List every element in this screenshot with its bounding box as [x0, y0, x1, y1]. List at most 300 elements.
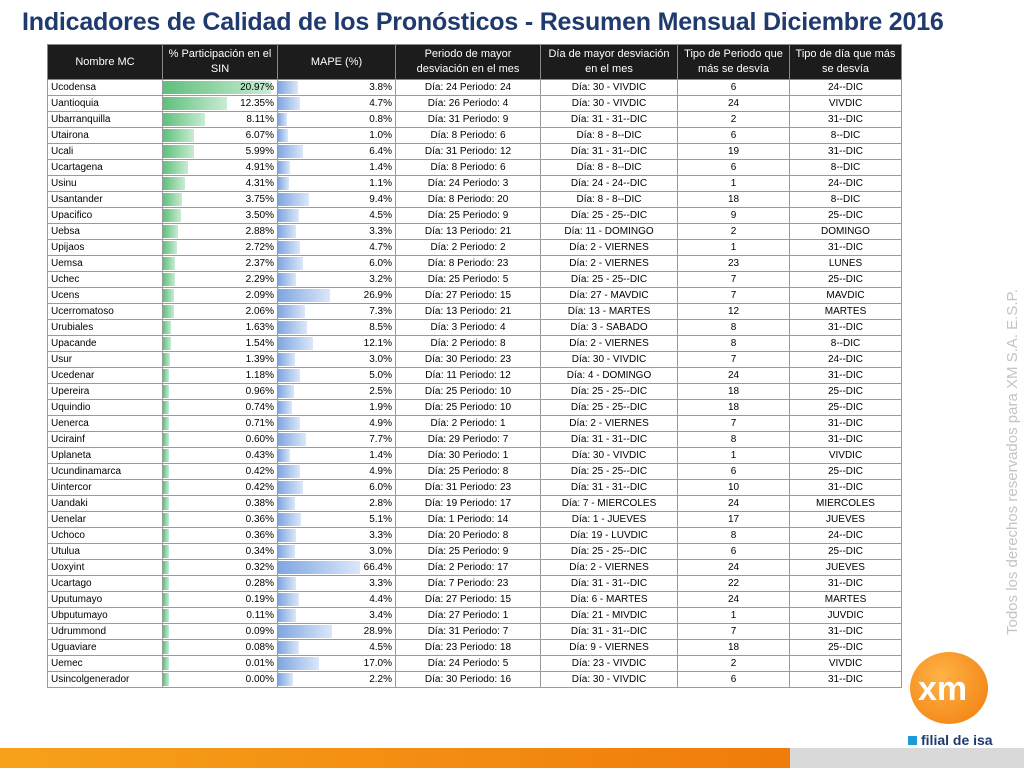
cell-mape-value: 1.1%: [369, 177, 392, 189]
mape-bar: [278, 513, 301, 526]
mape-bar: [278, 257, 303, 270]
cell-mape-value: 2.2%: [369, 673, 392, 685]
table-row[interactable]: [48, 384, 902, 400]
cell-name: Utulua: [48, 544, 163, 560]
cell-participation: [163, 368, 278, 384]
cell-period-type: 19: [678, 144, 790, 160]
cell-participation: [163, 560, 278, 576]
table-row[interactable]: [48, 240, 902, 256]
cell-period-type: 18: [678, 384, 790, 400]
cell-participation-value: 0.19%: [245, 593, 274, 605]
cell-mape-value: 2.5%: [369, 385, 392, 397]
cell-mape: [278, 160, 396, 176]
cell-mape-value: 7.7%: [369, 433, 392, 445]
table-row[interactable]: [48, 656, 902, 672]
cell-mape: [278, 304, 396, 320]
cell-mape: [278, 272, 396, 288]
table-row[interactable]: [48, 464, 902, 480]
cell-participation: [163, 608, 278, 624]
cell-mape-value: 3.0%: [369, 353, 392, 365]
table-row[interactable]: [48, 320, 902, 336]
cell-period-deviation: Día: 30 Periodo: 23: [396, 352, 541, 368]
cell-day-deviation: Día: 25 - 25--DIC: [541, 384, 678, 400]
participation-bar: [163, 401, 169, 414]
participation-bar: [163, 593, 169, 606]
table-row[interactable]: [48, 448, 902, 464]
cell-participation: [163, 672, 278, 688]
cell-participation-value: 0.96%: [245, 385, 274, 397]
cell-participation-value: 6.07%: [245, 129, 274, 141]
forecast-quality-table: [47, 44, 902, 688]
header-period-type[interactable]: Tipo de Periodo que más se desvía: [678, 45, 790, 80]
cell-period-type: 12: [678, 304, 790, 320]
cell-mape-value: 1.0%: [369, 129, 392, 141]
cell-period-type: 24: [678, 368, 790, 384]
cell-period-deviation: Día: 25 Periodo: 10: [396, 384, 541, 400]
cell-participation: [163, 96, 278, 112]
cell-mape-value: 17.0%: [363, 657, 392, 669]
cell-day-deviation: Día: 11 - DOMINGO: [541, 224, 678, 240]
cell-day-deviation: Día: 2 - VIERNES: [541, 336, 678, 352]
header-day-type[interactable]: Tipo de día que más se desvía: [790, 45, 902, 80]
cell-period-deviation: Día: 24 Periodo: 3: [396, 176, 541, 192]
cell-day-deviation: Día: 25 - 25--DIC: [541, 544, 678, 560]
cell-period-deviation: Día: 31 Periodo: 23: [396, 480, 541, 496]
cell-day-deviation: Día: 30 - VIVDIC: [541, 96, 678, 112]
cell-participation: [163, 496, 278, 512]
cell-mape: [278, 96, 396, 112]
cell-mape-value: 3.0%: [369, 545, 392, 557]
cell-day-type: MARTES: [790, 304, 902, 320]
participation-bar: [163, 113, 205, 126]
table-row[interactable]: [48, 608, 902, 624]
participation-bar: [163, 289, 174, 302]
participation-bar: [163, 305, 174, 318]
table-row[interactable]: [48, 304, 902, 320]
cell-name: Uantioquia: [48, 96, 163, 112]
cell-name: Uguaviare: [48, 640, 163, 656]
cell-participation-value: 3.75%: [245, 193, 274, 205]
table-row[interactable]: [48, 288, 902, 304]
cell-mape: [278, 560, 396, 576]
cell-period-deviation: Día: 31 Periodo: 7: [396, 624, 541, 640]
cell-day-type: 25--DIC: [790, 464, 902, 480]
cell-participation: [163, 352, 278, 368]
cell-day-type: VIVDIC: [790, 96, 902, 112]
cell-mape: [278, 672, 396, 688]
cell-name: Usincolgenerador: [48, 672, 163, 688]
cell-participation-value: 0.74%: [245, 401, 274, 413]
cell-period-type: 23: [678, 256, 790, 272]
cell-participation-value: 8.11%: [246, 113, 274, 125]
mape-bar: [278, 81, 298, 94]
cell-name: Uemsa: [48, 256, 163, 272]
cell-participation: [163, 128, 278, 144]
participation-bar: [163, 337, 171, 350]
cell-mape: [278, 192, 396, 208]
table-body: [48, 80, 902, 688]
cell-participation: [163, 336, 278, 352]
table-row[interactable]: [48, 96, 902, 112]
cell-day-type: 8--DIC: [790, 128, 902, 144]
mape-bar: [278, 161, 290, 174]
cell-mape: [278, 496, 396, 512]
table-row[interactable]: [48, 640, 902, 656]
mape-bar: [278, 225, 296, 238]
cell-participation: [163, 256, 278, 272]
cell-day-type: 31--DIC: [790, 576, 902, 592]
mape-bar: [278, 609, 296, 622]
header-participation[interactable]: % Participación en el SIN: [163, 45, 278, 80]
cell-period-type: 24: [678, 592, 790, 608]
participation-bar: [163, 465, 169, 478]
table-row[interactable]: [48, 176, 902, 192]
mape-bar: [278, 577, 296, 590]
cell-mape: [278, 368, 396, 384]
cell-mape: [278, 208, 396, 224]
cell-participation: [163, 192, 278, 208]
cell-participation: [163, 400, 278, 416]
cell-mape: [278, 144, 396, 160]
cell-period-deviation: Día: 2 Periodo: 8: [396, 336, 541, 352]
cell-name: Usur: [48, 352, 163, 368]
cell-participation-value: 0.28%: [245, 577, 274, 589]
cell-participation-value: 2.29%: [245, 273, 274, 285]
cell-participation: [163, 512, 278, 528]
table-row[interactable]: [48, 544, 902, 560]
mape-bar: [278, 641, 299, 654]
cell-period-deviation: Día: 8 Periodo: 23: [396, 256, 541, 272]
cell-participation-value: 0.09%: [245, 625, 274, 637]
cell-day-deviation: Día: 25 - 25--DIC: [541, 272, 678, 288]
participation-bar: [163, 561, 169, 574]
cell-name: Ucartago: [48, 576, 163, 592]
table-row[interactable]: [48, 512, 902, 528]
mape-bar: [278, 561, 360, 574]
table-row[interactable]: [48, 224, 902, 240]
cell-mape: [278, 384, 396, 400]
cell-period-deviation: Día: 13 Periodo: 21: [396, 224, 541, 240]
cell-mape-value: 6.4%: [369, 145, 392, 157]
cell-day-type: JUEVES: [790, 560, 902, 576]
cell-period-deviation: Día: 13 Periodo: 21: [396, 304, 541, 320]
mape-bar: [278, 241, 300, 254]
cell-day-type: VIVDIC: [790, 656, 902, 672]
table-row[interactable]: [48, 128, 902, 144]
cell-day-deviation: Día: 31 - 31--DIC: [541, 624, 678, 640]
cell-participation-value: 2.06%: [245, 305, 274, 317]
cell-participation: [163, 656, 278, 672]
cell-name: Ucartagena: [48, 160, 163, 176]
cell-period-type: 8: [678, 336, 790, 352]
cell-day-type: 8--DIC: [790, 336, 902, 352]
cell-participation: [163, 272, 278, 288]
participation-bar: [163, 657, 169, 670]
cell-mape-value: 66.4%: [363, 561, 392, 573]
cell-mape: [278, 576, 396, 592]
cell-participation: [163, 384, 278, 400]
cell-name: Uquindio: [48, 400, 163, 416]
mape-bar: [278, 545, 295, 558]
cell-participation-value: 0.11%: [246, 609, 274, 621]
cell-day-type: 31--DIC: [790, 672, 902, 688]
cell-period-deviation: Día: 30 Periodo: 1: [396, 448, 541, 464]
mape-bar: [278, 481, 303, 494]
table-row[interactable]: [48, 256, 902, 272]
participation-bar: [163, 353, 170, 366]
cell-participation-value: 5.99%: [245, 145, 274, 157]
cell-day-type: 31--DIC: [790, 144, 902, 160]
cell-mape-value: 7.3%: [369, 305, 392, 317]
table-row[interactable]: [48, 576, 902, 592]
cell-period-type: 6: [678, 128, 790, 144]
cell-period-type: 1: [678, 240, 790, 256]
cell-mape-value: 0.8%: [369, 113, 392, 125]
cell-period-deviation: Día: 30 Periodo: 16: [396, 672, 541, 688]
cell-day-deviation: Día: 13 - MARTES: [541, 304, 678, 320]
cell-period-type: 6: [678, 160, 790, 176]
cell-period-type: 9: [678, 208, 790, 224]
mape-bar: [278, 593, 299, 606]
cell-name: Ucedenar: [48, 368, 163, 384]
cell-name: Upacifico: [48, 208, 163, 224]
cell-day-type: 31--DIC: [790, 432, 902, 448]
cell-period-deviation: Día: 27 Periodo: 1: [396, 608, 541, 624]
cell-day-deviation: Día: 8 - 8--DIC: [541, 160, 678, 176]
cell-participation: [163, 416, 278, 432]
cell-participation-value: 0.38%: [245, 497, 274, 509]
cell-day-type: 31--DIC: [790, 480, 902, 496]
cell-name: Usinu: [48, 176, 163, 192]
cell-name: Ucerromatoso: [48, 304, 163, 320]
table-row[interactable]: [48, 416, 902, 432]
mape-bar: [278, 625, 332, 638]
cell-day-deviation: Día: 9 - VIERNES: [541, 640, 678, 656]
cell-name: Uandaki: [48, 496, 163, 512]
cell-name: Uenelar: [48, 512, 163, 528]
cell-participation-value: 0.43%: [245, 449, 274, 461]
cell-name: Upacande: [48, 336, 163, 352]
cell-participation-value: 0.42%: [245, 465, 274, 477]
cell-day-deviation: Día: 30 - VIVDIC: [541, 672, 678, 688]
table-row[interactable]: [48, 144, 902, 160]
table-row[interactable]: [48, 528, 902, 544]
cell-day-type: 25--DIC: [790, 272, 902, 288]
cell-participation: [163, 464, 278, 480]
participation-bar: [163, 529, 169, 542]
cell-day-deviation: Día: 27 - MAVDIC: [541, 288, 678, 304]
cell-day-deviation: Día: 8 - 8--DIC: [541, 128, 678, 144]
mape-bar: [278, 401, 292, 414]
cell-period-deviation: Día: 8 Periodo: 6: [396, 160, 541, 176]
cell-day-type: 24--DIC: [790, 80, 902, 96]
table-row[interactable]: [48, 496, 902, 512]
table-row[interactable]: [48, 352, 902, 368]
participation-bar: [163, 577, 169, 590]
cell-mape: [278, 640, 396, 656]
cell-period-type: 1: [678, 448, 790, 464]
cell-participation: [163, 288, 278, 304]
cell-participation-value: 20.97%: [240, 81, 274, 93]
cell-mape: [278, 432, 396, 448]
cell-period-deviation: Día: 11 Periodo: 12: [396, 368, 541, 384]
mape-bar: [278, 369, 300, 382]
cell-mape-value: 5.1%: [369, 513, 392, 525]
cell-day-type: MAVDIC: [790, 288, 902, 304]
cell-participation-value: 3.50%: [245, 209, 274, 221]
cell-day-type: 24--DIC: [790, 528, 902, 544]
cell-participation: [163, 448, 278, 464]
cell-participation: [163, 544, 278, 560]
participation-bar: [163, 641, 169, 654]
footer-orange-band: [0, 748, 790, 768]
cell-mape: [278, 624, 396, 640]
cell-mape: [278, 464, 396, 480]
cell-mape-value: 4.9%: [369, 465, 392, 477]
table-row[interactable]: [48, 560, 902, 576]
participation-bar: [163, 609, 169, 622]
cell-participation: [163, 640, 278, 656]
cell-mape-value: 3.2%: [369, 273, 392, 285]
mape-bar: [278, 657, 319, 670]
cell-name: Udrummond: [48, 624, 163, 640]
logo-subtitle-text: filial de isa: [921, 732, 993, 748]
cell-mape: [278, 80, 396, 96]
participation-bar: [163, 625, 169, 638]
cell-mape: [278, 112, 396, 128]
cell-period-type: 6: [678, 544, 790, 560]
mape-bar: [278, 177, 289, 190]
cell-participation-value: 0.42%: [245, 481, 274, 493]
table-row[interactable]: [48, 480, 902, 496]
cell-day-type: JUVDIC: [790, 608, 902, 624]
cell-name: Upereira: [48, 384, 163, 400]
cell-period-type: 10: [678, 480, 790, 496]
logo-subtitle: [908, 732, 993, 748]
participation-bar: [163, 513, 169, 526]
cell-participation: [163, 144, 278, 160]
cell-period-type: 1: [678, 176, 790, 192]
mape-bar: [278, 529, 296, 542]
xm-logo: [900, 650, 1000, 750]
participation-bar: [163, 673, 169, 686]
table-row[interactable]: [48, 208, 902, 224]
cell-mape-value: 3.3%: [369, 577, 392, 589]
cell-period-type: 1: [678, 608, 790, 624]
cell-mape-value: 4.7%: [369, 241, 392, 253]
cell-participation: [163, 432, 278, 448]
cell-mape-value: 1.9%: [369, 401, 392, 413]
cell-day-deviation: Día: 2 - VIERNES: [541, 240, 678, 256]
cell-participation: [163, 176, 278, 192]
footer-bar: [0, 748, 1024, 768]
header-period-deviation[interactable]: Periodo de mayor desviación en el mes: [396, 45, 541, 80]
cell-participation-value: 0.36%: [245, 513, 274, 525]
header-name[interactable]: Nombre MC: [48, 45, 163, 80]
cell-participation-value: 0.32%: [245, 561, 274, 573]
cell-mape: [278, 416, 396, 432]
cell-name: Uenerca: [48, 416, 163, 432]
cell-mape-value: 5.0%: [369, 369, 392, 381]
cell-mape-value: 26.9%: [363, 289, 392, 301]
cell-day-type: 25--DIC: [790, 400, 902, 416]
table-row[interactable]: [48, 592, 902, 608]
cell-mape: [278, 544, 396, 560]
cell-day-deviation: Día: 30 - VIVDIC: [541, 352, 678, 368]
cell-period-deviation: Día: 25 Periodo: 5: [396, 272, 541, 288]
table-row[interactable]: [48, 432, 902, 448]
cell-day-type: 8--DIC: [790, 160, 902, 176]
cell-mape-value: 3.4%: [369, 609, 392, 621]
cell-participation: [163, 208, 278, 224]
cell-mape-value: 4.5%: [369, 209, 392, 221]
cell-name: Ucali: [48, 144, 163, 160]
cell-participation: [163, 480, 278, 496]
cell-participation: [163, 320, 278, 336]
cell-participation: [163, 576, 278, 592]
cell-participation: [163, 528, 278, 544]
table-row[interactable]: [48, 336, 902, 352]
table-row[interactable]: [48, 624, 902, 640]
cell-period-deviation: Día: 7 Periodo: 23: [396, 576, 541, 592]
header-day-deviation[interactable]: Día de mayor desviación en el mes: [541, 45, 678, 80]
participation-bar: [163, 417, 169, 430]
cell-day-deviation: Día: 25 - 25--DIC: [541, 464, 678, 480]
table-row[interactable]: [48, 672, 902, 688]
table-row[interactable]: [48, 112, 902, 128]
cell-period-type: 2: [678, 224, 790, 240]
cell-day-type: 24--DIC: [790, 352, 902, 368]
cell-mape: [278, 224, 396, 240]
cell-mape-value: 28.9%: [363, 625, 392, 637]
table-row[interactable]: [48, 272, 902, 288]
cell-day-deviation: Día: 19 - LUVDIC: [541, 528, 678, 544]
header-mape[interactable]: MAPE (%): [278, 45, 396, 80]
participation-bar: [163, 369, 169, 382]
cell-participation-value: 0.01%: [245, 657, 274, 669]
cell-day-deviation: Día: 25 - 25--DIC: [541, 208, 678, 224]
cell-period-type: 2: [678, 112, 790, 128]
logo-text: xm: [918, 670, 968, 708]
participation-bar: [163, 545, 169, 558]
table-row[interactable]: [48, 80, 902, 96]
cell-mape-value: 4.4%: [369, 593, 392, 605]
cell-day-type: DOMINGO: [790, 224, 902, 240]
cell-name: Ucens: [48, 288, 163, 304]
cell-day-deviation: Día: 2 - VIERNES: [541, 416, 678, 432]
cell-name: Uputumayo: [48, 592, 163, 608]
cell-participation-value: 0.08%: [245, 641, 274, 653]
cell-participation: [163, 624, 278, 640]
cell-mape: [278, 128, 396, 144]
mape-bar: [278, 465, 300, 478]
mape-bar: [278, 97, 300, 110]
cell-mape: [278, 400, 396, 416]
cell-day-type: 25--DIC: [790, 544, 902, 560]
cell-participation-value: 12.35%: [240, 97, 274, 109]
table-row[interactable]: [48, 160, 902, 176]
cell-mape-value: 6.0%: [369, 481, 392, 493]
participation-bar: [163, 161, 188, 174]
cell-participation-value: 2.88%: [245, 225, 274, 237]
mape-bar: [278, 305, 305, 318]
table-row[interactable]: [48, 368, 902, 384]
cell-period-type: 18: [678, 640, 790, 656]
cell-day-type: 25--DIC: [790, 384, 902, 400]
table-row[interactable]: [48, 400, 902, 416]
table-row[interactable]: [48, 192, 902, 208]
participation-bar: [163, 273, 175, 286]
